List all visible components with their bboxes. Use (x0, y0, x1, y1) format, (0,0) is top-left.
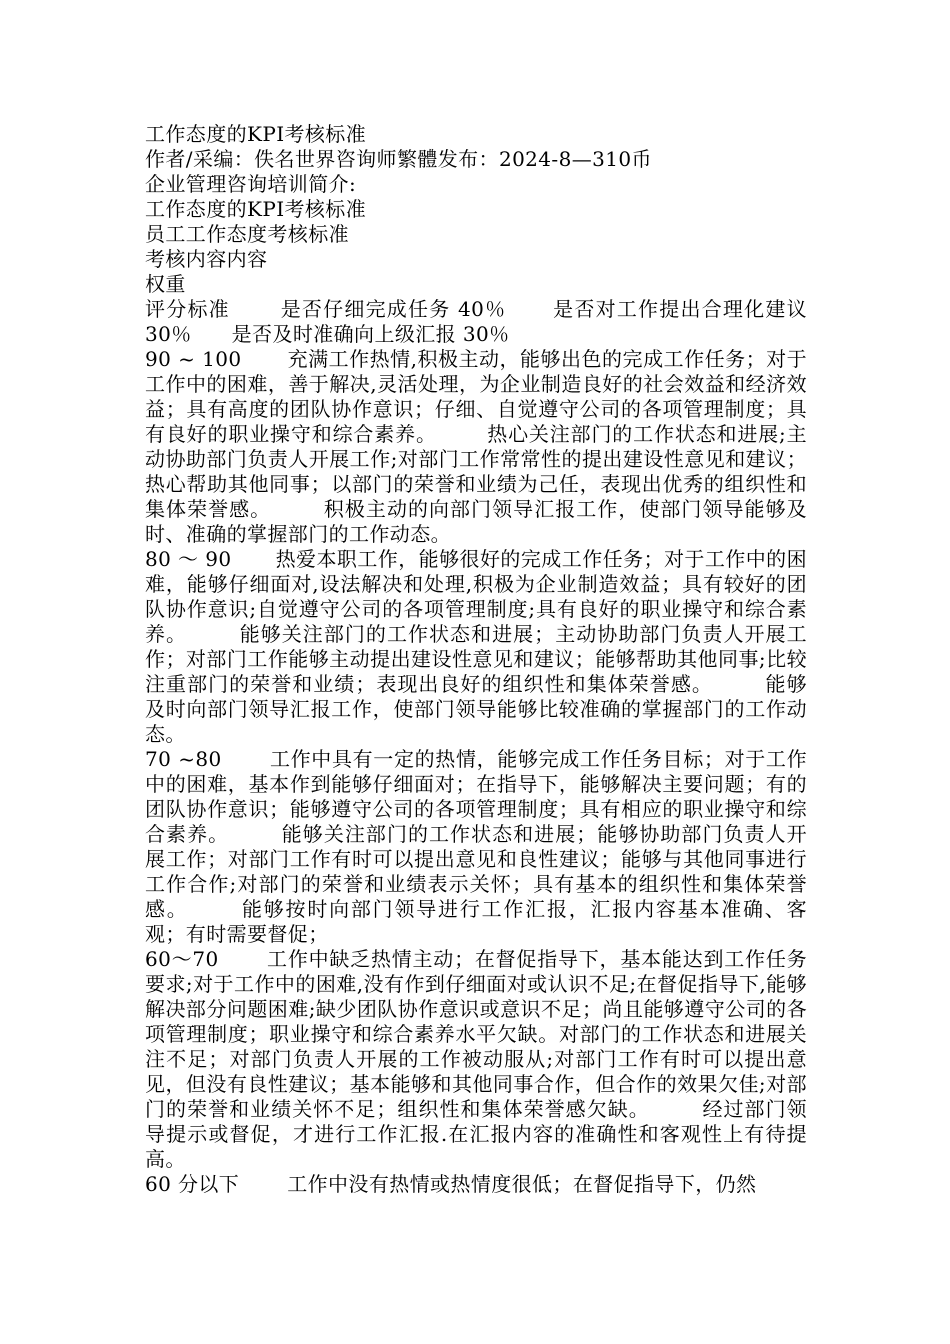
grade-range: 60 分以下 (145, 1172, 240, 1196)
grade-row (145, 547, 807, 747)
doc-meta: 作者/采编：佚名世界咨询师繁體发布：2024-8—310币 (145, 147, 652, 171)
grade-range: 80 ～ 90 (145, 547, 232, 571)
grade-criterion-1: 热爱本职工作，能够很好的完成工作任务；对于工作中的困难，能够仔细面对,设法解决和处理,积极为企业制造效益；具有较好的团队协作意识;自觉遵守公司的各项管理制度;具有良好的职业操守和综合素养。 (145, 547, 807, 646)
criteria-row (145, 297, 807, 347)
document-body (145, 122, 807, 1197)
grade-criterion-1: 工作中缺乏热情主动；在督促指导下，基本能达到工作任务要求;对于工作中的困难,没有作到仔细面对或认识不足;在督促指导下,能够解决部分问题困难;缺少团队协作意识或意识不足；尚且能够遵守公司的各项管理制度；职业操守和综合素养水平欠缺。 (145, 947, 807, 1046)
grade-criterion-3: 经过部门领导提示或督促，才进行工作汇报.在汇报内容的准确性和客观性上有待提高。 (145, 1097, 807, 1171)
doc-subtitle: 员工工作态度考核标准 (145, 222, 349, 246)
grade-criterion-1: 工作中具有一定的热情，能够完成工作任务目标；对于工作中的困难，基本作到能够仔细面对；在指导下，能够解决主要问题；有的团队协作意识；能够遵守公司的各项管理制度；具有相应的职业操守和综合素养。 (145, 747, 807, 846)
grade-row (145, 347, 807, 547)
grade-row (145, 1172, 807, 1197)
doc-title: 工作态度的KPI考核标准 (145, 122, 367, 146)
criteria-2: 是否对工作提出合理化建议 30％ (145, 297, 807, 346)
grade-criterion-2: 对部门的工作状态和进展关注不足；对部门负责人开展的工作被动服从;对部门工作有时可以提出意见，但没有良性建议；基本能够和其他同事合作，但合作的效果欠佳;对部门的荣誉和业绩关怀不足；组织性和集体荣誉感欠缺。 (145, 1022, 807, 1121)
header-content: 考核内容内容 (145, 247, 268, 271)
header-weight: 权重 (145, 272, 186, 296)
doc-title-repeat: 工作态度的KPI考核标准 (145, 197, 367, 221)
grade-criterion-3: 能够及时向部门领导汇报工作，使部门领导能够比较准确的掌握部门的工作动态。 (145, 672, 807, 746)
grade-criterion-2: 能够关注部门的工作状态和进展；主动协助部门负责人开展工作；对部门工作能够主动提出建设性意见和建议；能够帮助其他同事;比较注重部门的荣誉和业绩；表现出良好的组织性和集体荣誉感。 (145, 622, 807, 696)
grade-criterion-2: 热心关注部门的工作状态和进展;主动协助部门负责人开展工作;对部门工作常常性的提出建设性意见和建议；热心帮助其他同事；以部门的荣誉和业绩为己任，表现出优秀的组织性和集体荣誉感。 (145, 422, 808, 521)
grade-criterion-2: 能够关注部门的工作状态和进展；能够协助部门负责人开展工作；对部门工作有时可以提出意见和良性建议；能够与其他同事进行工作合作;对部门的荣誉和业绩表示关怀；具有基本的组织性和集体荣誉感。 (145, 822, 807, 921)
criteria-label: 评分标准 (145, 297, 230, 321)
grade-range: 90 ~ 100 (145, 347, 242, 371)
grade-row (145, 947, 807, 1172)
grade-criterion-1: 工作中没有热情或热情度很低；在督促指导下，仍然 (287, 1172, 757, 1196)
grade-range: 70 ~80 (145, 747, 222, 771)
grade-range: 60～70 (145, 947, 219, 971)
doc-intro: 企业管理咨询培训简介: (145, 172, 357, 196)
criteria-3: 是否及时准确向上级汇报 30％ (231, 322, 510, 346)
grade-row (145, 747, 807, 947)
criteria-1: 是否仔细完成任务 40％ (279, 297, 507, 321)
grade-criterion-3: 积极主动的向部门领导汇报工作，使部门领导能够及时、准确的掌握部门的工作动态。 (145, 497, 808, 546)
grade-criterion-1: 充满工作热情,积极主动，能够出色的完成工作任务；对于工作中的困难，善于解决,灵活处理，为企业制造良好的社会效益和经济效益；具有高度的团队协作意识；仔细、自觉遵守公司的各项管理制度；具有良好的职业操守和综合素养。 (145, 347, 808, 446)
grade-criterion-3: 能够按时向部门领导进行工作汇报，汇报内容基本准确、客观；有时需要督促； (145, 897, 807, 946)
